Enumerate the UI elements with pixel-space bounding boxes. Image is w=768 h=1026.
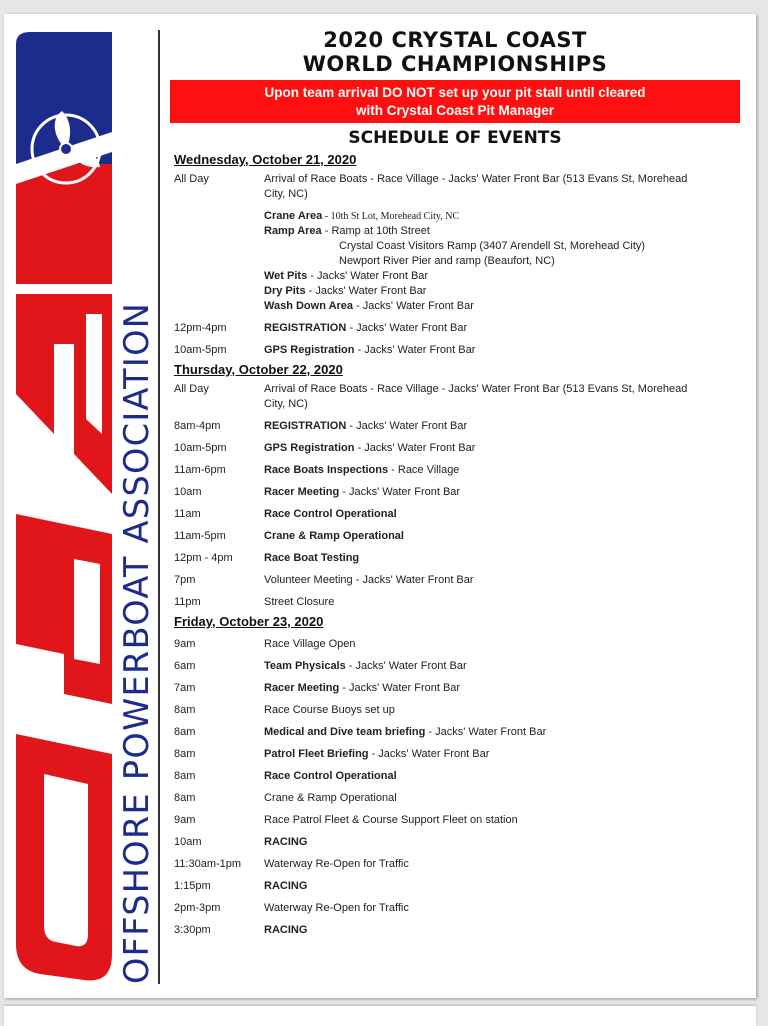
event-time: 11am-6pm: [174, 464, 226, 476]
event-time: 12pm - 4pm: [174, 552, 233, 564]
event-description: [264, 857, 740, 872]
schedule-row: [170, 747, 740, 762]
event-description: [264, 747, 740, 762]
schedule-row: [170, 901, 740, 916]
schedule-row: [170, 321, 740, 336]
friday-event-list: [170, 637, 740, 938]
event-description: [264, 835, 740, 850]
event-time: 10am: [174, 836, 202, 848]
event-description: [264, 321, 740, 336]
location-ramp: [264, 224, 740, 239]
event-description: [264, 463, 740, 478]
event-description: [264, 595, 740, 610]
event-text: - Jacks' Water Front Bar: [339, 682, 461, 694]
event-time: 11am: [174, 508, 201, 520]
opa-logo-sidebar: [4, 14, 164, 998]
event-time: 11am-5pm: [174, 530, 226, 542]
location-label: Dry Pits: [264, 285, 306, 297]
location-list: [264, 209, 740, 314]
event-text: - Jacks' Water Front Bar: [346, 322, 468, 334]
event-description: [264, 419, 740, 434]
schedule-row: [170, 382, 740, 412]
event-text: Race Village Open: [264, 638, 356, 650]
event-description: [264, 573, 740, 588]
event-description: [264, 507, 740, 522]
event-description: [264, 703, 740, 718]
location-label: Wash Down Area: [264, 300, 354, 312]
page-title: [170, 28, 740, 76]
event-label: Race Boat Testing: [264, 552, 360, 564]
event-label: Race Control Operational: [264, 770, 397, 782]
event-time: All Day: [174, 383, 209, 395]
event-description: [264, 637, 740, 652]
event-time: 10am-5pm: [174, 442, 227, 454]
logo-letter-p-counter: [74, 559, 100, 664]
event-text: Arrival of Race Boats - Race Village - Jacks' Water Front Bar (513 Evans St, Morehead: [264, 383, 688, 395]
schedule-row: [170, 343, 740, 358]
event-label: GPS Registration: [264, 344, 355, 356]
event-text: - Jacks' Water Front Bar: [354, 344, 476, 356]
location-value: Newport River Pier and ramp (Beaufort, NC): [339, 255, 555, 267]
event-text: - Race Village: [388, 464, 460, 476]
event-description: [264, 485, 740, 500]
schedule-row: [170, 879, 740, 894]
event-text: - Jacks' Water Front Bar: [339, 486, 461, 498]
title-line-2: WORLD CHAMPIONSHIPS: [302, 52, 608, 76]
schedule-row: [170, 507, 740, 522]
event-text: - Jacks' Water Front Bar: [346, 420, 468, 432]
event-time: All Day: [174, 173, 209, 185]
schedule-row: [170, 835, 740, 850]
location-value: - Ramp at 10th Street: [321, 225, 430, 237]
schedule-row: [170, 172, 740, 202]
banner-line-1: Upon team arrival DO NOT set up your pit stall until cleared: [264, 85, 646, 100]
event-description: [264, 769, 740, 784]
schedule-row: [170, 209, 740, 314]
location-crane: [264, 209, 740, 224]
event-time: 8am: [174, 726, 196, 738]
event-time: 3:30pm: [174, 924, 211, 936]
location-value: - Jacks' Water Front Bar: [353, 300, 474, 312]
document-page: [4, 14, 756, 998]
schedule-row: [170, 419, 740, 434]
event-time: [170, 209, 264, 314]
event-time: 9am: [174, 814, 196, 826]
event-time: 8am: [174, 792, 196, 804]
schedule-row: [170, 659, 740, 674]
schedule-row: [170, 463, 740, 478]
event-label: RACING: [264, 880, 308, 892]
event-text: - Jacks' Water Front Bar: [345, 660, 467, 672]
event-time: 12pm-4pm: [174, 322, 227, 334]
location-value: - 10th St Lot, Morehead City, NC: [322, 211, 460, 222]
event-description: [264, 343, 740, 358]
event-label: Racer Meeting: [264, 682, 340, 694]
next-page-edge: [4, 1006, 756, 1026]
event-text: Crane & Ramp Operational: [264, 792, 397, 804]
event-text: Street Closure: [264, 596, 335, 608]
logo-letter-a-counter: [86, 314, 102, 434]
schedule-row: [170, 681, 740, 696]
event-label: RACING: [264, 924, 308, 936]
title-line-1: 2020 CRYSTAL COAST: [323, 28, 587, 52]
event-label: GPS Registration: [264, 442, 355, 454]
event-description: [264, 172, 740, 202]
event-description: [264, 529, 740, 544]
schedule-row: [170, 813, 740, 828]
schedule-content: [170, 28, 740, 938]
event-label: Team Physicals: [264, 660, 346, 672]
day-heading-thursday: Thursday, October 22, 2020: [174, 362, 343, 377]
schedule-row: [170, 529, 740, 544]
event-time: 1:15pm: [174, 880, 211, 892]
event-time: 9am: [174, 638, 196, 650]
warning-banner: [170, 80, 740, 123]
event-label: Racer Meeting: [264, 486, 340, 498]
event-time: 7pm: [174, 574, 196, 586]
event-label: Race Boats Inspections: [264, 464, 389, 476]
day-heading-friday: Friday, October 23, 2020: [174, 614, 324, 629]
event-time: 11:30am-1pm: [174, 858, 242, 870]
event-time: 2pm-3pm: [174, 902, 221, 914]
location-value: Crystal Coast Visitors Ramp (3407 Arendell St, Morehead City): [339, 240, 646, 252]
schedule-row: [170, 595, 740, 610]
event-text: Race Patrol Fleet & Course Support Fleet on station: [264, 814, 518, 826]
event-text: City, NC): [264, 398, 308, 410]
event-label: Medical and Dive team briefing: [264, 726, 426, 738]
event-time: 6am: [174, 660, 196, 672]
schedule-row: [170, 923, 740, 938]
event-text: - Jacks' Water Front Bar: [425, 726, 547, 738]
vertical-divider: [158, 30, 160, 984]
location-wash-down: [264, 299, 740, 314]
location-wet-pits: [264, 269, 740, 284]
event-label: REGISTRATION: [264, 322, 347, 334]
event-text: - Jacks' Water Front Bar: [354, 442, 476, 454]
day-heading-wednesday: Wednesday, October 21, 2020: [174, 152, 357, 167]
event-time: 8am: [174, 770, 196, 782]
schedule-row: [170, 791, 740, 806]
event-description: [264, 813, 740, 828]
event-description: [264, 681, 740, 696]
schedule-row: [170, 551, 740, 566]
schedule-row: [170, 637, 740, 652]
event-description: [264, 923, 740, 938]
event-time: 7am: [174, 682, 196, 694]
event-description: [264, 551, 740, 566]
event-text: Arrival of Race Boats - Race Village - Jacks' Water Front Bar (513 Evans St, Morehead: [264, 173, 688, 185]
event-label: RACING: [264, 836, 308, 848]
event-text: - Jacks' Water Front Bar: [368, 748, 490, 760]
schedule-row: [170, 703, 740, 718]
event-time: 10am-5pm: [174, 344, 227, 356]
location-label: Ramp Area: [264, 225, 322, 237]
thursday-event-list: [170, 419, 740, 610]
event-label: Patrol Fleet Briefing: [264, 748, 369, 760]
event-time: 10am: [174, 486, 202, 498]
schedule-row: [170, 573, 740, 588]
schedule-row: [170, 441, 740, 456]
event-description: [264, 382, 740, 412]
event-text: Waterway Re-Open for Traffic: [264, 902, 409, 914]
schedule-row: [170, 485, 740, 500]
location-value: - Jacks' Water Front Bar: [305, 285, 427, 297]
event-label: REGISTRATION: [264, 420, 347, 432]
event-text: City, NC): [264, 188, 308, 200]
association-name-vertical: OFFSHORE POWERBOAT ASSOCIATION: [117, 301, 156, 984]
schedule-subtitle: SCHEDULE OF EVENTS: [348, 128, 562, 148]
event-time: 8am: [174, 748, 196, 760]
location-value: - Jacks' Water Front Bar: [307, 270, 429, 282]
event-description: [264, 879, 740, 894]
event-description: [264, 441, 740, 456]
event-description: [264, 791, 740, 806]
schedule-row: [170, 857, 740, 872]
banner-line-2: with Crystal Coast Pit Manager: [355, 103, 555, 118]
location-dry-pits: [264, 284, 740, 299]
event-text: Volunteer Meeting - Jacks' Water Front Bar: [264, 574, 474, 586]
location-label: Crane Area: [264, 210, 323, 222]
event-time: 8am: [174, 704, 196, 716]
event-label: Race Control Operational: [264, 508, 397, 520]
location-label: Wet Pits: [264, 270, 308, 282]
logo-letter-o-counter: [44, 774, 88, 946]
event-description: [264, 901, 740, 916]
event-label: Crane & Ramp Operational: [264, 530, 404, 542]
event-time: 8am-4pm: [174, 420, 221, 432]
schedule-row: [170, 769, 740, 784]
event-time: 11pm: [174, 596, 201, 608]
event-description: [264, 725, 740, 740]
event-description: [264, 659, 740, 674]
event-text: Waterway Re-Open for Traffic: [264, 858, 409, 870]
schedule-row: [170, 725, 740, 740]
event-text: Race Course Buoys set up: [264, 704, 395, 716]
